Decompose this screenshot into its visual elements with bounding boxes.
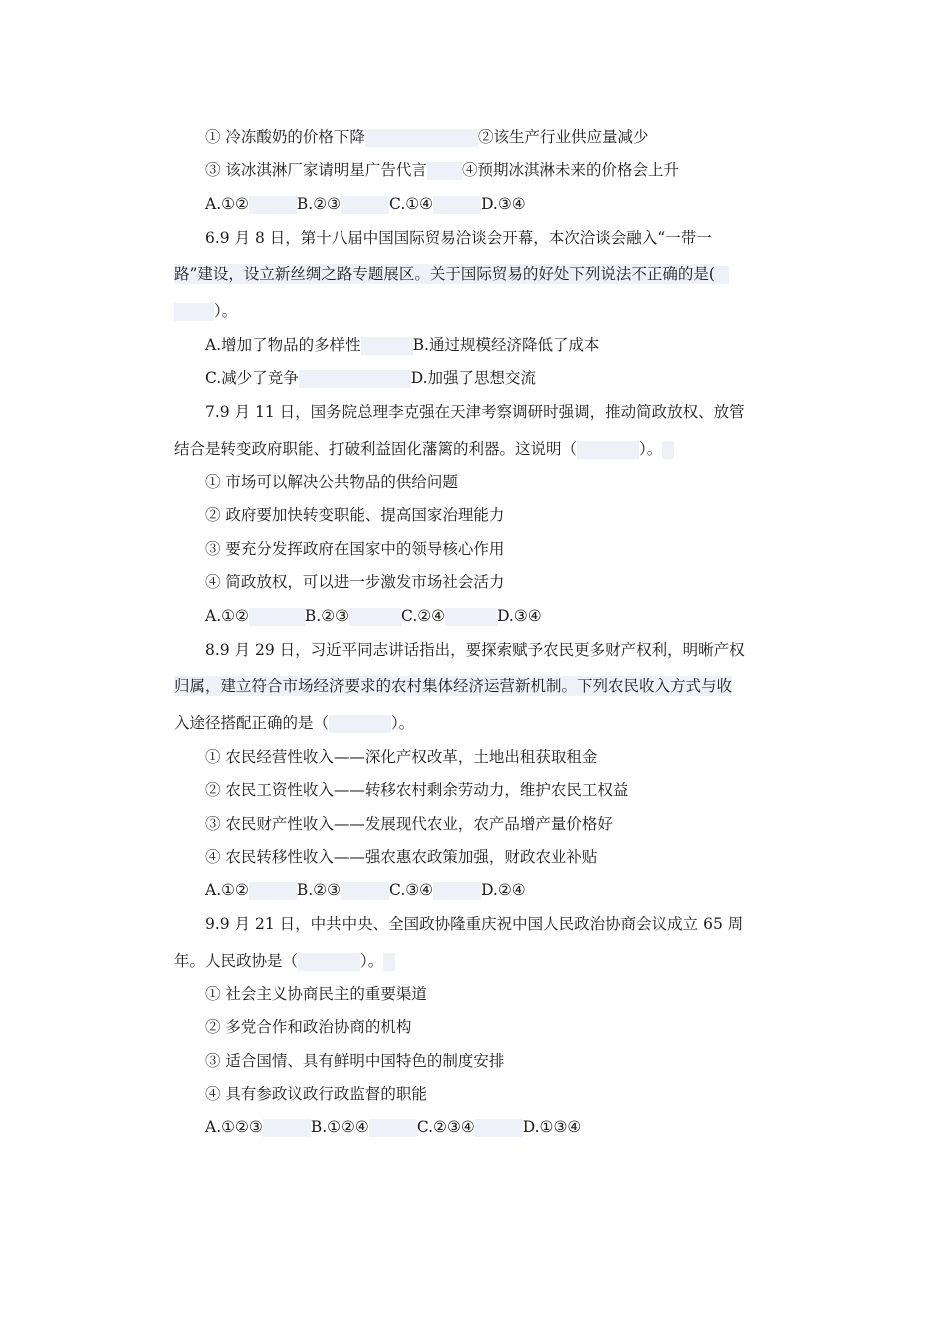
q8-stem-text: 入途径搭配正确的是（ [174,714,330,732]
q9-stem-line-2 [174,951,395,971]
q8-option-text: ③ 农民财产性收入——发展现代农业，农产品增产量价格好 [205,815,613,833]
q8-choices [205,880,526,900]
blank-gap [369,1119,417,1137]
q8-option-2 [205,780,628,800]
q8-stem-line-1 [205,640,745,660]
q8-choice-b: B.②③ [296,881,342,899]
q5-option-4: ④预期冰淇淋未来的价格会上升 [461,161,679,179]
q7-stem-line-1 [205,402,745,422]
blank-gap [341,196,389,214]
q8-option-4 [205,847,597,867]
q7-option-text: ② 政府要加快转变职能、提高国家治理能力 [205,506,505,524]
blank-gap [361,337,413,355]
q7-stem-text: 结合是转变政府职能、打破利益固化藩篱的利器。这说明（ [174,440,578,458]
q7-option-1 [205,472,458,492]
q7-option-4 [205,572,504,592]
q6-choice-d: D.加强了思想交流 [410,369,537,387]
blank-gap [341,882,389,900]
answer-blank [174,303,214,321]
blank-gap [263,1119,311,1137]
q9-stem-text: 9.9 月 21 日，中共中央、全国政协隆重庆祝中国人民政治协商会议成立 65 周 [205,915,744,933]
q9-stem-text: ）。 [360,952,384,970]
q9-stem-line-1 [205,914,743,934]
q6-stem-text: 路”建设，设立新丝绸之路专题展区。关于国际贸易的好处下列说法不正确的是( [174,265,715,283]
q9-choice-b: B.①②④ [310,1118,369,1136]
blank-gap [349,608,401,626]
q6-choice-a: A.增加了物品的多样性 [205,336,361,354]
q9-choice-a: A.①②③ [205,1118,263,1136]
q7-stem-text: ）。 [639,440,663,458]
q7-choice-c: C.②④ [401,607,446,625]
q5-choice-c: C.①④ [389,195,434,213]
q9-stem-text: 年。人民政协是（ [174,952,299,970]
q7-stem-text: 7.9 月 11 日，国务院总理李克强在天津考察调研时强调，推动简政放权、放管 [205,403,745,421]
q6-stem-text: ）。 [214,302,238,320]
q5-choice-d: D.③④ [481,195,526,213]
q6-choice-c: C.减少了竞争 [205,369,299,387]
q9-option-1 [205,984,427,1004]
q5-options-row-1 [205,127,648,147]
q7-option-text: ④ 简政放权，可以进一步激发市场社会活力 [205,573,505,591]
q8-option-text: ① 农民经营性收入——深化产权改革，土地出租获取租金 [205,748,598,766]
q5-choice-a: A.①② [205,195,249,213]
q9-option-3 [205,1051,504,1071]
blank-gap [445,608,497,626]
q7-choice-b: B.②③ [304,607,350,625]
blank-gap [299,370,411,388]
q8-option-text: ② 农民工资性收入——转移农村剩余劳动力，维护农民工权益 [205,781,629,799]
blank-gap [249,608,305,626]
q9-option-2 [205,1017,411,1037]
q7-option-text: ① 市场可以解决公共物品的供给问题 [205,473,458,491]
q7-choice-a: A.①② [205,607,249,625]
blank-gap [433,882,481,900]
q6-stem-text: 6.9 月 8 日，第十八届中国国际贸易洽谈会开幕，本次洽谈会融入“一带一 [205,229,712,247]
q7-option-2 [205,505,504,525]
q6-options-row-1 [205,335,599,355]
q8-choice-d: D.②④ [481,881,526,899]
q5-choice-b: B.②③ [296,195,342,213]
blank-gap [249,196,297,214]
q8-option-text: ④ 农民转移性收入——强农惠农政策加强，财政农业补贴 [205,848,598,866]
q5-options-row-2 [205,160,679,180]
q9-choices [205,1117,581,1137]
q7-option-3 [205,539,504,559]
q9-option-text: ④ 具有参政议政行政监督的职能 [205,1085,427,1103]
blank-gap [433,196,481,214]
q7-option-text: ③ 要充分发挥政府在国家中的领导核心作用 [205,540,505,558]
q9-option-text: ② 多党合作和政治协商的机构 [205,1018,412,1036]
q5-option-3: ③ 该冰淇淋厂家请明星广告代言 [205,161,427,179]
q9-option-text: ③ 适合国情、具有鲜明中国特色的制度安排 [205,1052,505,1070]
answer-blank [662,441,674,459]
q8-stem-text: ）。 [391,714,415,732]
q8-choice-c: C.③④ [389,881,434,899]
answer-blank [298,953,360,971]
q6-options-row-2 [205,368,536,388]
q8-stem-line-2 [174,676,732,696]
q6-stem-line-1 [205,228,712,248]
q7-stem-line-2 [174,439,674,459]
q9-choice-d: D.①③④ [522,1118,582,1136]
q6-choice-b: B.通过规模经济降低了成本 [412,336,600,354]
blank-gap [475,1119,523,1137]
q8-stem-text: 归属，建立符合市场经济要求的农村集体经济运营新机制。下列农民收入方式与收 [174,677,733,695]
blank-gap [427,162,462,180]
blank-gap [249,882,297,900]
answer-blank [329,715,391,733]
q5-option-1: ① 冷冻酸奶的价格下降 [205,128,365,146]
q5-choices [205,194,526,214]
q6-stem-line-3 [174,301,237,321]
q9-option-4 [205,1084,427,1104]
q6-stem-line-2 [174,264,729,284]
q9-choice-c: C.②③④ [416,1118,475,1136]
q5-option-2: ②该生产行业供应量减少 [477,128,649,146]
q7-choice-d: D.③④ [497,607,542,625]
q9-option-text: ① 社会主义协商民主的重要渠道 [205,985,427,1003]
answer-blank [577,441,639,459]
blank-gap [365,129,478,147]
answer-blank [383,953,395,971]
q8-stem-text: 8.9 月 29 日，习近平同志讲话指出，要探索赋予农民更多财产权利，明晰产权 [205,641,745,659]
q8-choice-a: A.①② [205,881,249,899]
q8-option-1 [205,747,597,767]
q8-stem-line-3 [174,713,414,733]
q7-choices [205,606,542,626]
answer-blank [715,266,729,284]
q8-option-3 [205,814,613,834]
